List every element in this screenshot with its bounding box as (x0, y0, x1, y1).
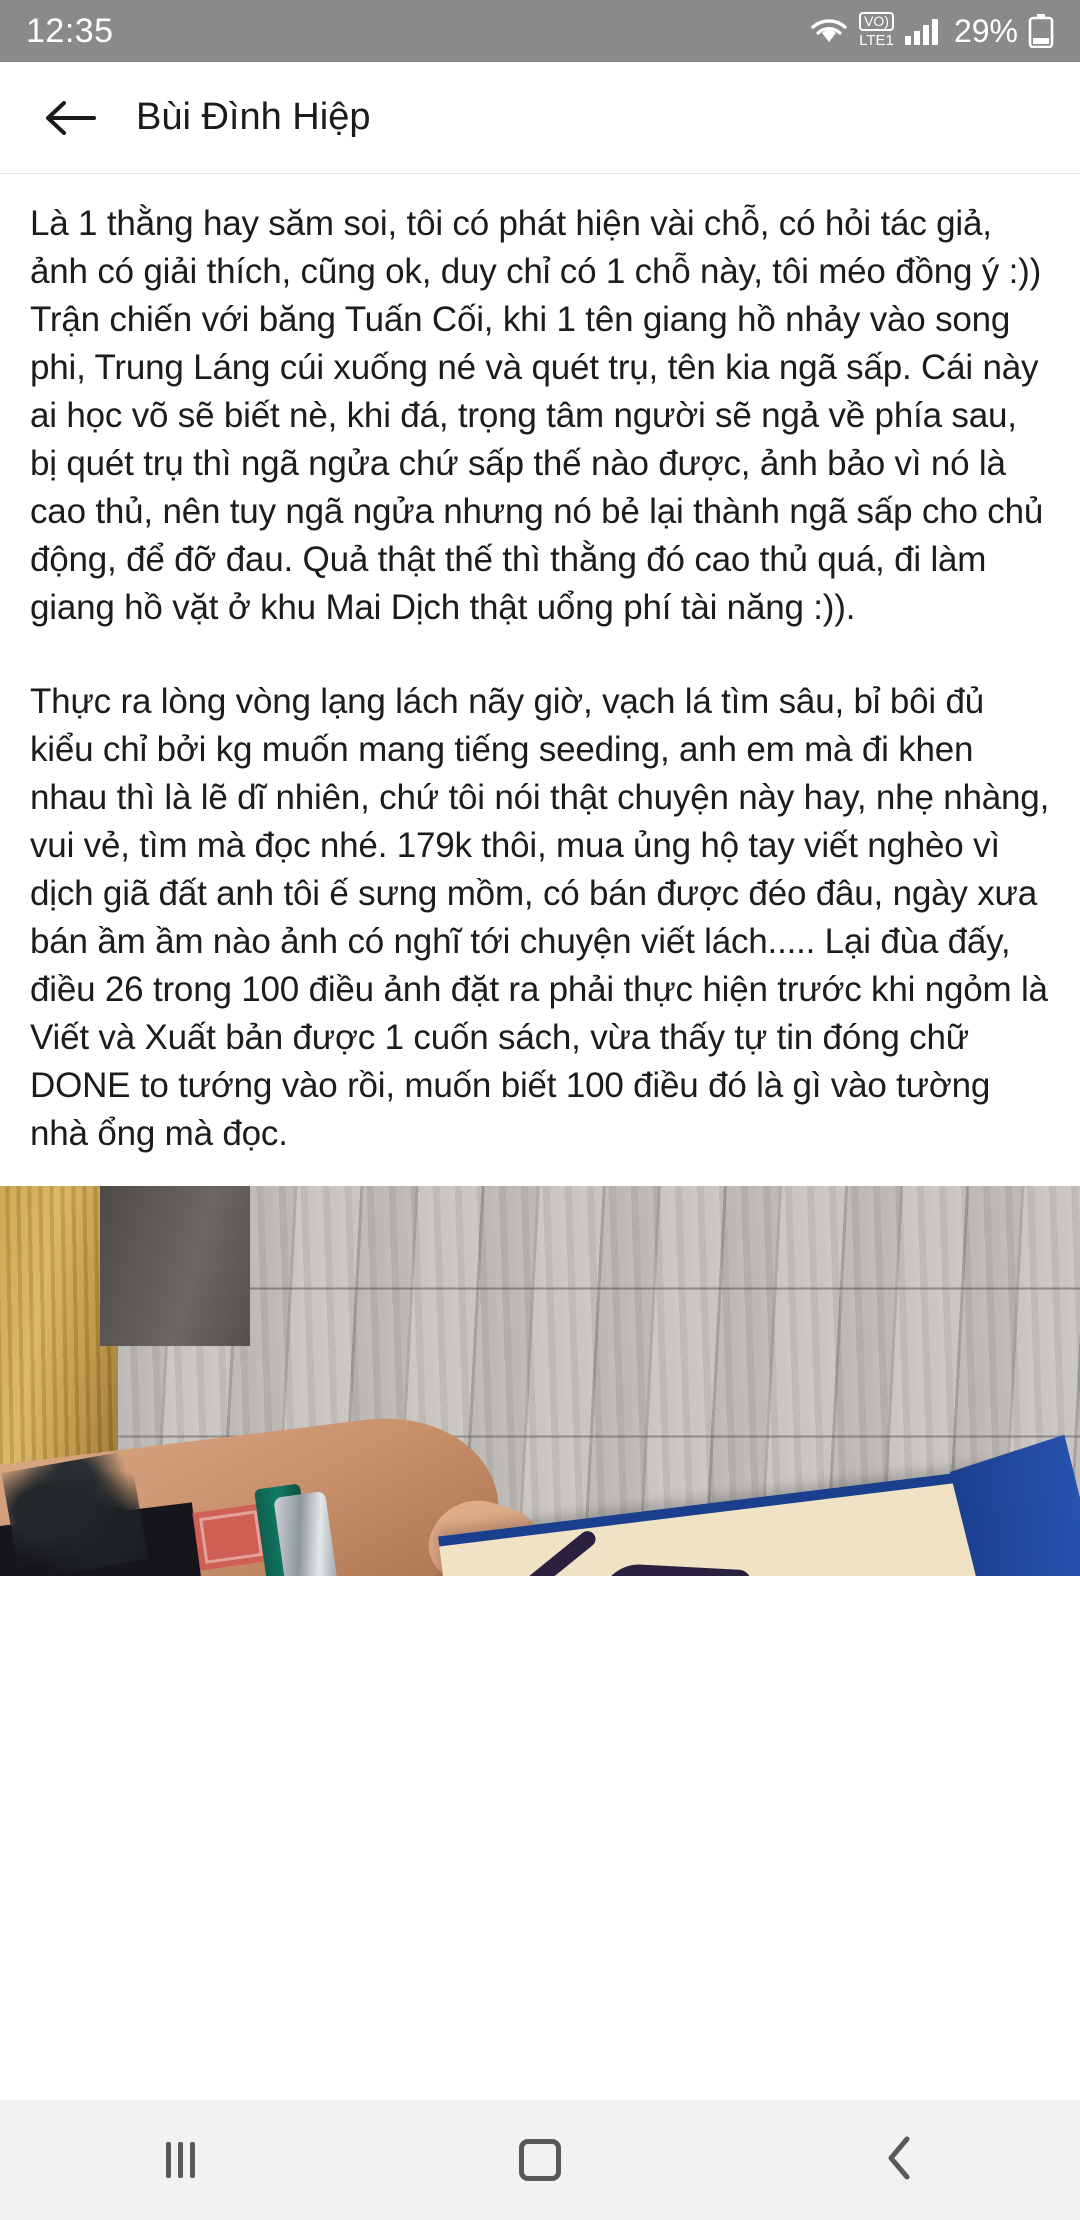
signal-icon (904, 16, 940, 46)
recents-button[interactable] (100, 2100, 260, 2220)
volte-bottom-label: LTE1 (859, 32, 894, 49)
status-clock: 12:35 (26, 11, 114, 50)
recents-icon (166, 2142, 195, 2178)
app-bar (0, 62, 1080, 174)
system-navigation-bar (0, 2100, 1080, 2220)
book-illustration-body (597, 1562, 752, 1576)
battery-icon (1028, 14, 1054, 48)
back-button[interactable] (820, 2100, 980, 2220)
back-arrow-icon[interactable] (34, 82, 106, 154)
tattoo (1, 1451, 148, 1576)
page-title: Bùi Đình Hiệp (136, 96, 371, 138)
status-indicators (809, 13, 1054, 50)
post-paragraph: Thực ra lòng vòng lạng lách nãy giờ, vạch lá tìm sâu, bỉ bôi đủ kiểu chỉ bởi kg muốn mang tiếng seeding, anh em mà đi khen nhau thì là lẽ dĩ nhiên, chứ tôi nói thật chuyện này hay, nhẹ nhàng, vui vẻ, tìm mà đọc nhé. 179k thôi, mua ủng hộ tay viết nghèo vì dịch giã đất anh tôi ế sưng mồm, có bán được đéo đâu, ngày xưa bán ầm ầm nào ảnh có nghĩ tới chuyện viết lách..... Lại đùa đấy, điều 26 trong 100 điều ảnh đặt ra phải thực hiện trước khi ngỏm là Viết và Xuất bản được 1 cuốn sách, vừa thấy tự tin đóng chữ DONE to tướng vào rồi, muốn biết 100 điều đó là gì vào tường nhà ổng mà đọc. (30, 682, 1050, 1153)
post-photo[interactable] (0, 1186, 1080, 1576)
volte-icon (859, 12, 894, 48)
home-icon (519, 2139, 561, 2181)
status-bar (0, 0, 1080, 62)
volte-top-label: VO) (859, 12, 894, 31)
dark-panel (100, 1186, 250, 1346)
battery-percent-label: 29% (953, 12, 1018, 49)
post-paragraph: Là 1 thằng hay săm soi, tôi có phát hiện vài chỗ, có hỏi tác giả, ảnh có giải thích, cũng ok, duy chỉ có 1 chỗ này, tôi méo đồng ý :)) Trận chiến với băng Tuấn Cối, khi 1 tên giang hồ nhảy vào song phi, Trung Láng cúi xuống né và quét trụ, tên kia ngã sấp. Cái này ai học võ sẽ biết nè, khi đá, trọng tâm người sẽ ngả về phía sau, bị quét trụ thì ngã ngửa chứ sấp thế nào được, ảnh bảo vì nó là cao thủ, nên tuy ngã ngửa nhưng nó bẻ lại thành ngã sấp cho chủ động, để đỡ đau. Quả thật thế thì thằng đó cao thủ quá, đi làm giang hồ vặt ở khu Mai Dịch thật uổng phí tài năng :)). (30, 204, 1044, 627)
post-content (0, 174, 1080, 1158)
chevron-left-icon (883, 2134, 917, 2187)
wifi-icon (809, 16, 849, 46)
home-button[interactable] (460, 2100, 620, 2220)
